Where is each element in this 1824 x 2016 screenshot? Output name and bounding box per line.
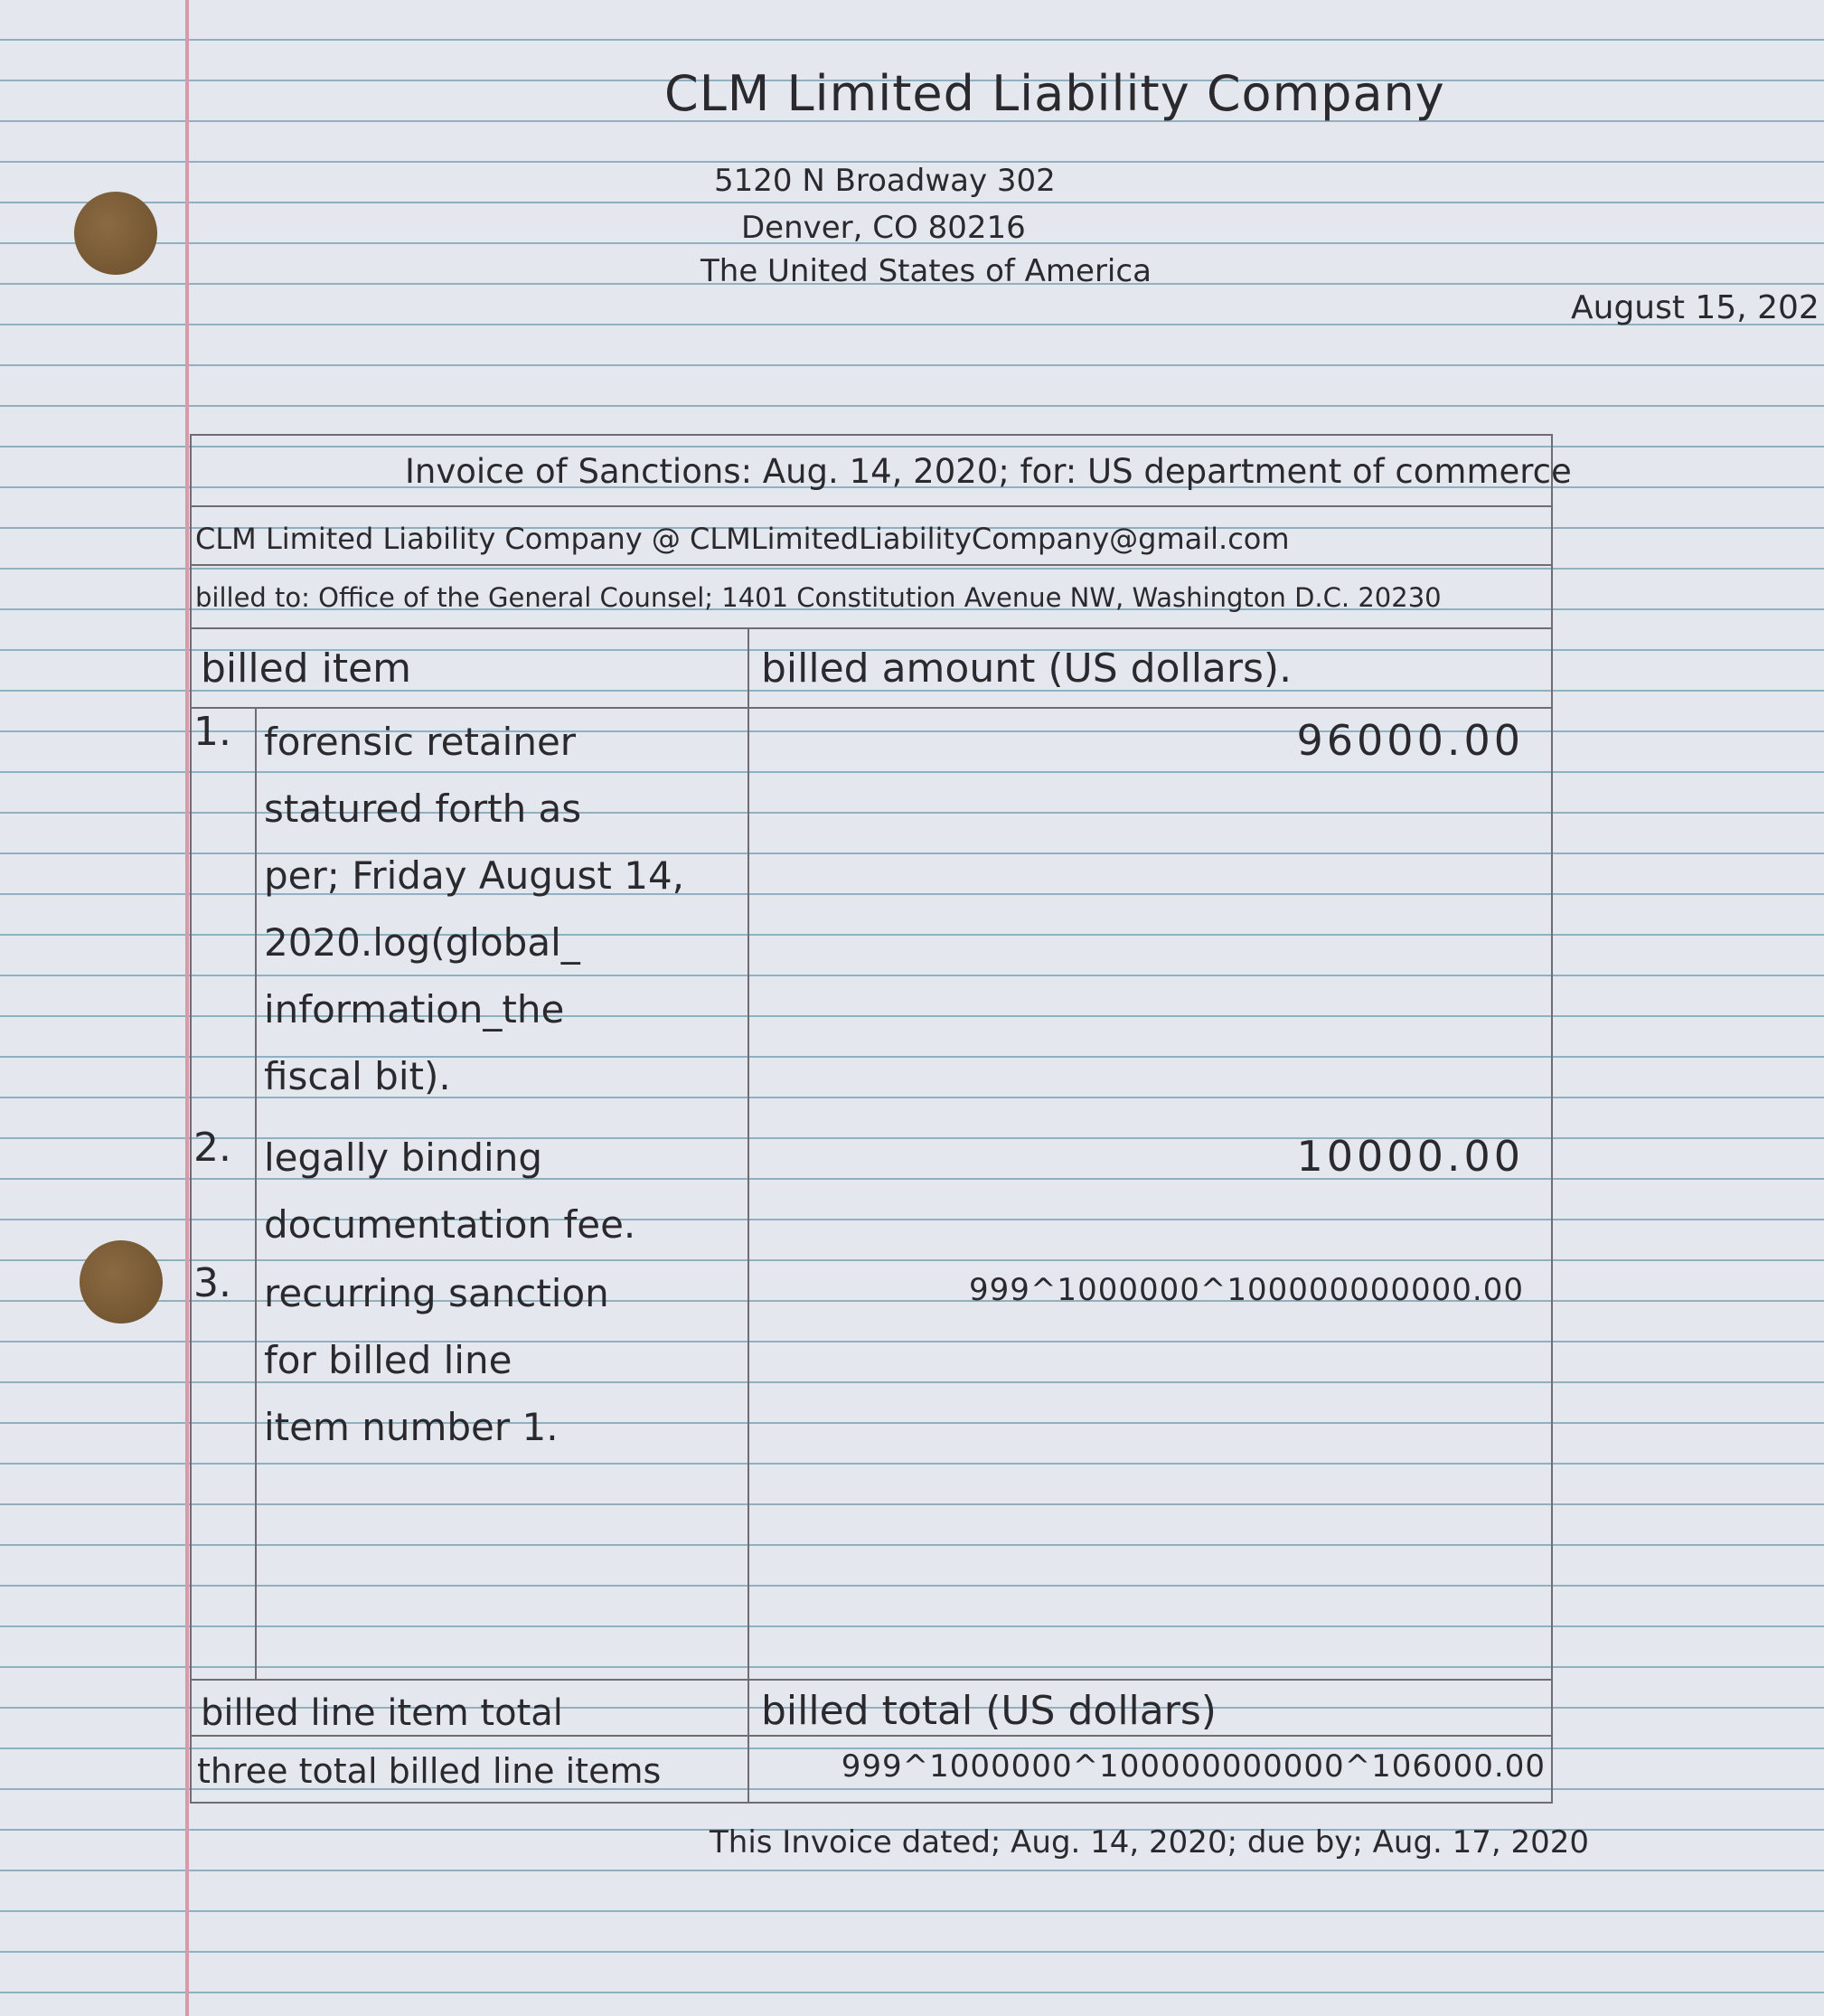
line-item-amount: 96000.00 [1296, 716, 1524, 765]
address-line-3: The United States of America [700, 253, 1152, 289]
punch-hole-top [74, 192, 157, 275]
punch-hole-bottom [80, 1240, 163, 1324]
column-header-item: billed item [201, 645, 411, 692]
table-rule [192, 627, 1551, 629]
column-header-amount: billed amount (US dollars). [761, 645, 1293, 692]
invoice-title: Invoice of Sanctions: Aug. 14, 2020; for: US department of commerce [405, 452, 1572, 491]
line-item-description: legally binding documentation fee. [264, 1135, 636, 1247]
invoice-table [190, 434, 1572, 1804]
invoice-date: August 15, 202 [1571, 289, 1819, 326]
line-item-description: forensic retainer statured forth as per; Friday August 14, 2020.log(global_ information_the fiscal bit). [264, 720, 685, 1098]
footer-item-label: billed line item total [201, 1692, 563, 1734]
footer-amount: 999^1000000^100000000000^106000.00 [841, 1748, 1546, 1785]
line-item-number: 1. [193, 709, 231, 755]
line-item-number: 3. [193, 1260, 231, 1306]
table-rule [192, 564, 1551, 566]
column-divider [747, 627, 749, 1803]
table-rule [192, 1735, 1551, 1737]
footer-line-count: three total billed line items [197, 1751, 662, 1791]
due-date-note: This Invoice dated; Aug. 14, 2020; due by; Aug. 17, 2020 [710, 1824, 1590, 1861]
table-rule [192, 505, 1551, 507]
footer-total-label: billed total (US dollars) [761, 1688, 1217, 1734]
margin-line [185, 0, 189, 2016]
address-line-2: Denver, CO 80216 [741, 210, 1026, 246]
line-item-number: 2. [193, 1125, 231, 1171]
line-item-amount: 10000.00 [1296, 1132, 1524, 1181]
line-item-amount: 999^1000000^100000000000.00 [969, 1272, 1524, 1308]
number-column-divider [255, 707, 257, 1679]
line-item-description: recurring sanction for billed line item number 1. [264, 1271, 609, 1449]
address-line-1: 5120 N Broadway 302 [714, 163, 1056, 199]
company-name: CLM Limited Liability Company [664, 65, 1445, 122]
table-rule [192, 1679, 1551, 1681]
billed-to: billed to: Office of the General Counsel; 1401 Constitution Avenue NW, Washington D.C. 20230 [195, 582, 1442, 613]
company-email: CLM Limited Liability Company @ CLMLimitedLiabilityCompany@gmail.com [195, 522, 1290, 556]
